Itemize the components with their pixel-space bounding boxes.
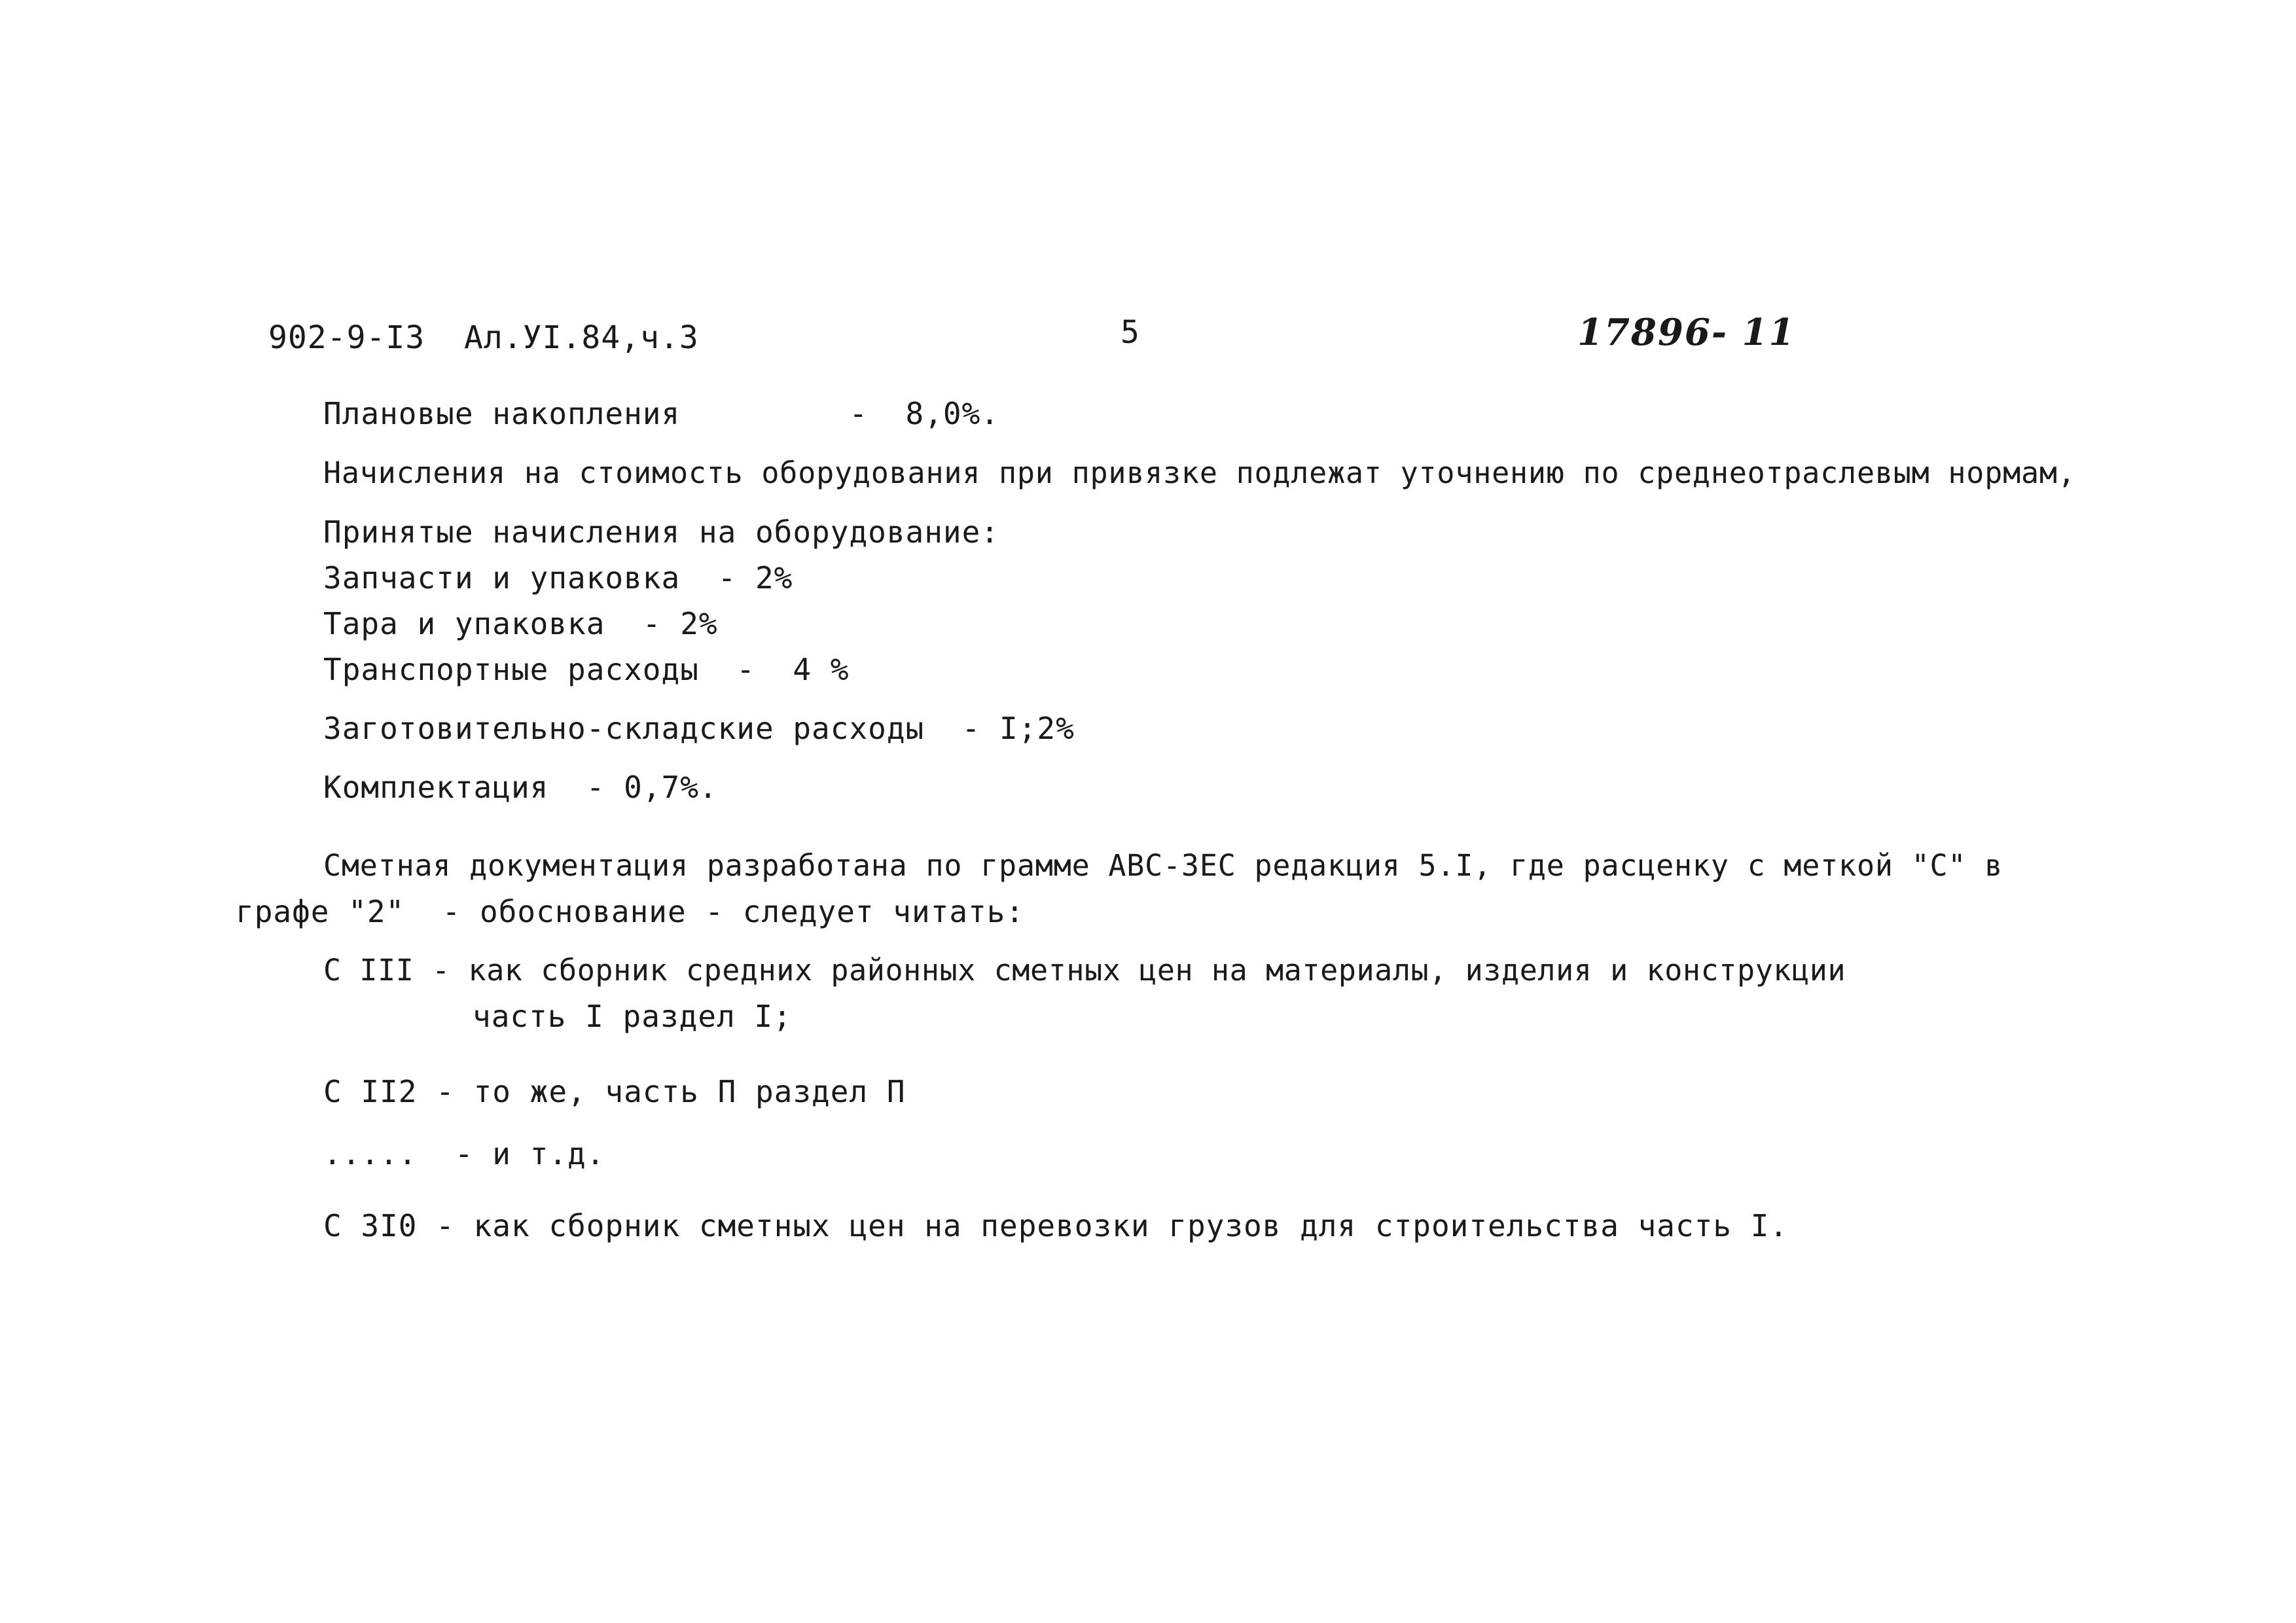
accrual-item: Транспортные расходы - 4 % (323, 652, 850, 687)
code-line: часть I раздел I; (473, 999, 792, 1034)
code-line: С II2 - то же, часть П раздел П (323, 1074, 906, 1109)
accrual-item: Тара и упаковка - 2% (323, 606, 718, 641)
code-line: ..... - и т.д. (323, 1136, 605, 1171)
planned-savings-line: Плановые накопления - 8,0%. (323, 396, 999, 431)
document-code: 902-9-I3 Ал.УI.84,ч.3 (268, 319, 699, 356)
code-line: С III - как сборник средних районных сметных цен на материалы, изделия и конструкции (323, 953, 1846, 988)
accrual-item: Запчасти и упаковка - 2% (323, 560, 793, 596)
accrual-item: Комплектация - 0,7%. (323, 770, 718, 805)
program-note-line: графе "2" - обоснование - следует читать: (236, 894, 1025, 929)
accepted-accruals-title: Принятые начисления на оборудование: (323, 514, 999, 550)
code-line: С 3I0 - как сборник сметных цен на перевозки грузов для строительства часть I. (323, 1208, 1789, 1243)
equipment-note-line: Начисления на стоимость оборудования при привязке подлежат уточнению по среднеотраслевым нормам, (323, 455, 2076, 490)
stamp-number: 17896- 11 (1577, 311, 1796, 354)
page-number: 5 (1121, 314, 1140, 351)
accrual-item: Заготовительно-складские расходы - I;2% (323, 711, 1075, 746)
program-note-line: Сметная документация разработана по грамме АВС-3ЕС редакция 5.I, где расценку с меткой "С" в (323, 848, 2003, 883)
